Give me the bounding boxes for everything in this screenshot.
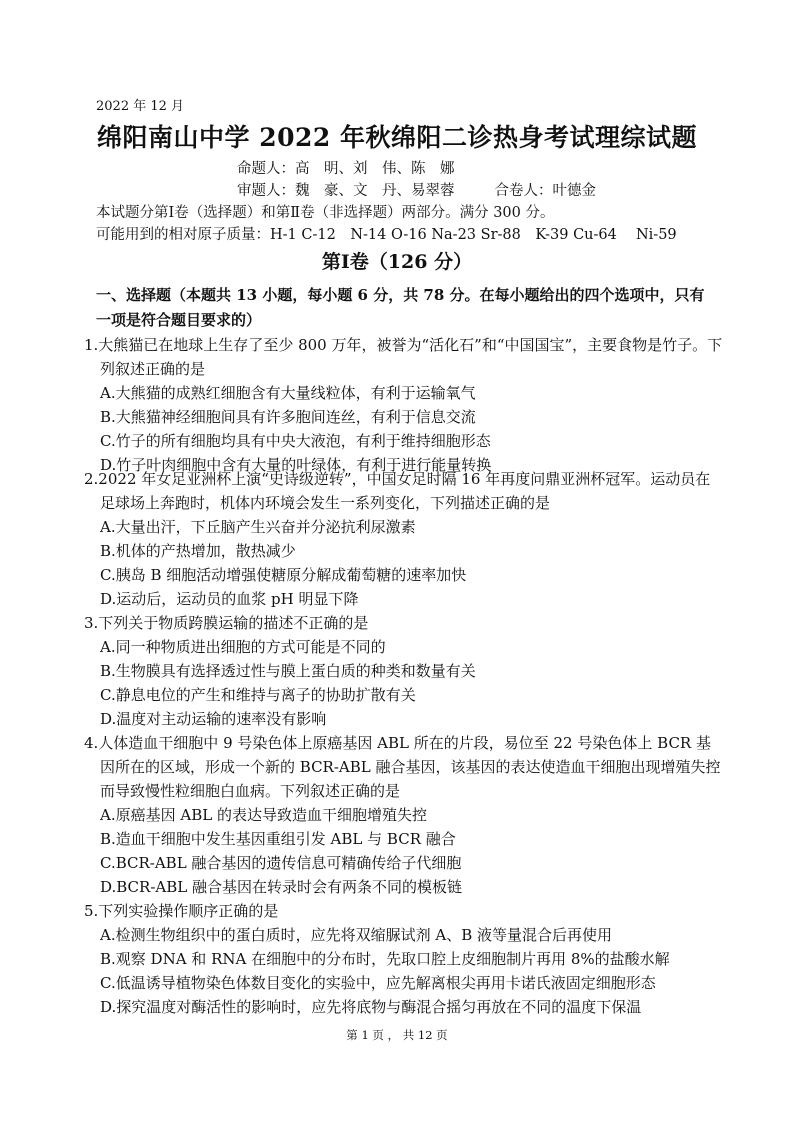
option-d: D.探究温度对酶活性的影响时，应先将底物与酶混合摇匀再放在不同的温度下保温 [100,998,642,1016]
option-d: D.BCR-ABL 融合基因在转录时会有两条不同的模板链 [100,878,462,896]
question-2 [84,467,724,611]
exam-date: 2022 年 12 月 [96,99,185,114]
option-c: C.BCR-ABL 融合基因的遗传信息可精确传给子代细胞 [100,854,462,872]
option-c: C.低温诱导植物染色体数目变化的实验中，应先解离根尖再用卡诺氏液固定细胞形态 [100,974,656,992]
question-1 [84,333,724,477]
paper-intro: 本试题分第Ⅰ卷（选择题）和第Ⅱ卷（非选择题）两部分。满分 300 分。 [96,205,555,221]
option-a: A.大量出汗，下丘脑产生兴奋并分泌抗利尿激素 [100,518,416,536]
question-3 [84,611,724,731]
option-d: D.温度对主动运输的速率没有影响 [100,710,327,728]
paper-compiler: 合卷人：叶德金 [494,183,596,199]
option-b: B.造血干细胞中发生基因重组引发 ABL 与 BCR 融合 [100,830,456,848]
question-authors: 命题人：高 明、刘 伟、陈 娜 [237,161,455,177]
question-4 [84,731,724,899]
option-b: B.生物膜具有选择透过性与膜上蛋白质的种类和数量有关 [100,662,476,680]
option-a: A.同一种物质进出细胞的方式可能是不同的 [100,638,386,656]
option-b: B.观察 DNA 和 RNA 在细胞中的分布时，先取口腔上皮细胞制片再用 8%的盐酸水解 [100,950,670,968]
option-d: D.运动后，运动员的血浆 pH 明显下降 [100,590,359,608]
option-c: C.胰岛 B 细胞活动增强使糖原分解成葡萄糖的速率加快 [100,566,467,584]
option-b: B.机体的产热增加，散热减少 [100,542,296,560]
option-a: A.原癌基因 ABL 的表达导致造血干细胞增殖失控 [100,806,427,824]
question-5 [84,899,724,1019]
question-stem: 5.下列实验操作顺序正确的是 [84,902,279,920]
question-stem: 3.下列关于物质跨膜运输的描述不正确的是 [84,614,369,632]
question-stem: 1.大熊猫已在地球上生存了至少 800 万年，被誉为“活化石”和“中国国宝”，主要食物是竹子。下列叙述正确的是 [84,336,723,378]
exam-title: 绵阳南山中学 2022 年秋绵阳二诊热身考试理综试题 [97,123,697,152]
option-c: C.竹子的所有细胞均具有中央大液泡，有利于维持细胞形态 [100,432,491,450]
option-b: B.大熊猫神经细胞间具有许多胞间连丝，有利于信息交流 [100,408,476,426]
atomic-masses: 可能用到的相对原子质量：H-1 C-12 N-14 O-16 Na-23 Sr-88 K-39 Cu-64 Ni-59 [96,227,677,243]
option-c: C.静息电位的产生和维持与离子的协助扩散有关 [100,686,416,704]
option-a: A.大熊猫的成熟红细胞含有大量线粒体，有利于运输氧气 [100,384,476,402]
page-footer: 第 1 页 ， 共 12 页 [346,1028,448,1042]
reviewers-line [237,179,596,200]
part-title: 第Ⅰ卷（126 分） [321,251,473,273]
option-a: A.检测生物组织中的蛋白质时，应先将双缩脲试剂 A、B 液等量混合后再使用 [100,926,612,944]
option-d: D.竹子叶肉细胞中含有大量的叶绿体，有利于进行能量转换 [100,456,492,474]
section-title: 一、选择题（本题共 13 小题，每小题 6 分，共 78 分。在每小题给出的四个选项中，只有一项是符合题目要求的） [96,286,705,329]
question-reviewers: 审题人：魏 豪、文 丹、易翠蓉 [237,183,455,199]
question-stem: 2.2022 年女足亚洲杯上演“史诗级逆转”，中国女足时隔 16 年再度问鼎亚洲杯冠军。运动员在足球场上奔跑时，机体内环境会发生一系列变化，下列描述正确的是 [84,470,711,512]
question-stem: 4.人体造血干细胞中 9 号染色体上原癌基因 ABL 所在的片段，易位至 22 号染色体上 BCR 基因所在的区域，形成一个新的 BCR-ABL 融合基因，该基因的表达使造血干细胞出现增殖失控而导致慢性粒细胞白血病。下列叙述正确的是 [84,734,721,800]
